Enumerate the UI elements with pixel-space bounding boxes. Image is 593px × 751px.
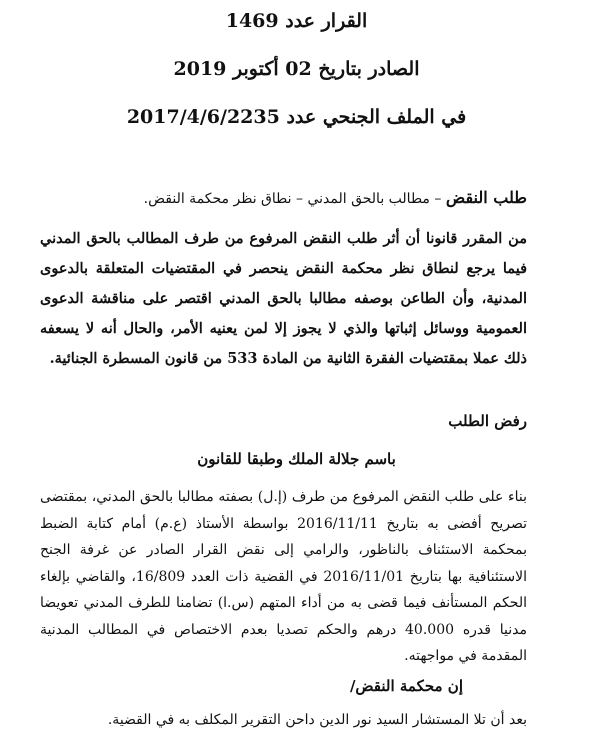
summary-text: – مطالب بالحق المدني – نطاق نظر محكمة النقض. (143, 191, 446, 207)
facts-paragraph: بناء على طلب النقض المرفوع من طرف (إ.ل) بصفته مطالبا بالحق المدني، بمقتضى تصريح أفضى به بتاريخ 2016/11/11 بواسطة الأستاذ (ع.م) أمام كتابة الضبط بمحكمة الاستئناف بالناظور، والرامي إلى نقض القرار الصادر عن غرفة الجنح الاستئنافية بها بتاريخ 2016/11/01 في القضية ذات العدد 16/809، والقاضي بإلغاء الحكم المستأنف فيما قضى به من أداء المتهم (س.ا) تضامنا للطرف المدني تعويضا مدنيا قدره 40.000 درهم والحكم تصديا بعدم الاختصاص في المطالب المدنية المقدمة في مواجهته. (40, 489, 527, 664)
decision-number: القرار عدد 1469 (225, 10, 368, 32)
file-number: في الملف الجنحي عدد 2017/4/6/2235 (126, 106, 467, 128)
summary-line (40, 188, 527, 207)
closing-paragraph: بعد أن تلا المستشار السيد نور الدين داحن التقرير المكلف به في القضية. (107, 712, 527, 728)
issue-date: الصادر بتاريخ 02 أكتوبر 2019 (173, 58, 420, 80)
verdict-heading: رفض الطلب (448, 412, 527, 430)
legal-principle-paragraph: من المقرر قانونا أن أثر طلب النقض المرفوع من طرف المطالب بالحق المدني فيما يرجع لنطاق نظر محكمة النقض ينحصر في المقتضيات المتعلقة بالدعوى المدنية، وأن الطاعن بوصفه مطالبا بالحق المدني اقتصر على مناقشة الدعوى العمومية ووسائل إثباتها والذي لا يجوز إلا لمن يعنيه الأمر، والحال أنه لا يسعفه ذلك عملا بمقتضيات الفقرة الثانية من المادة 533 من قانون المسطرة الجنائية. (40, 230, 527, 367)
summary-keyword: طلب النقض (445, 188, 527, 207)
court-heading: إن محكمة النقض/ (349, 677, 463, 695)
royal-heading: باسم جلالة الملك وطبقا للقانون (197, 450, 396, 468)
